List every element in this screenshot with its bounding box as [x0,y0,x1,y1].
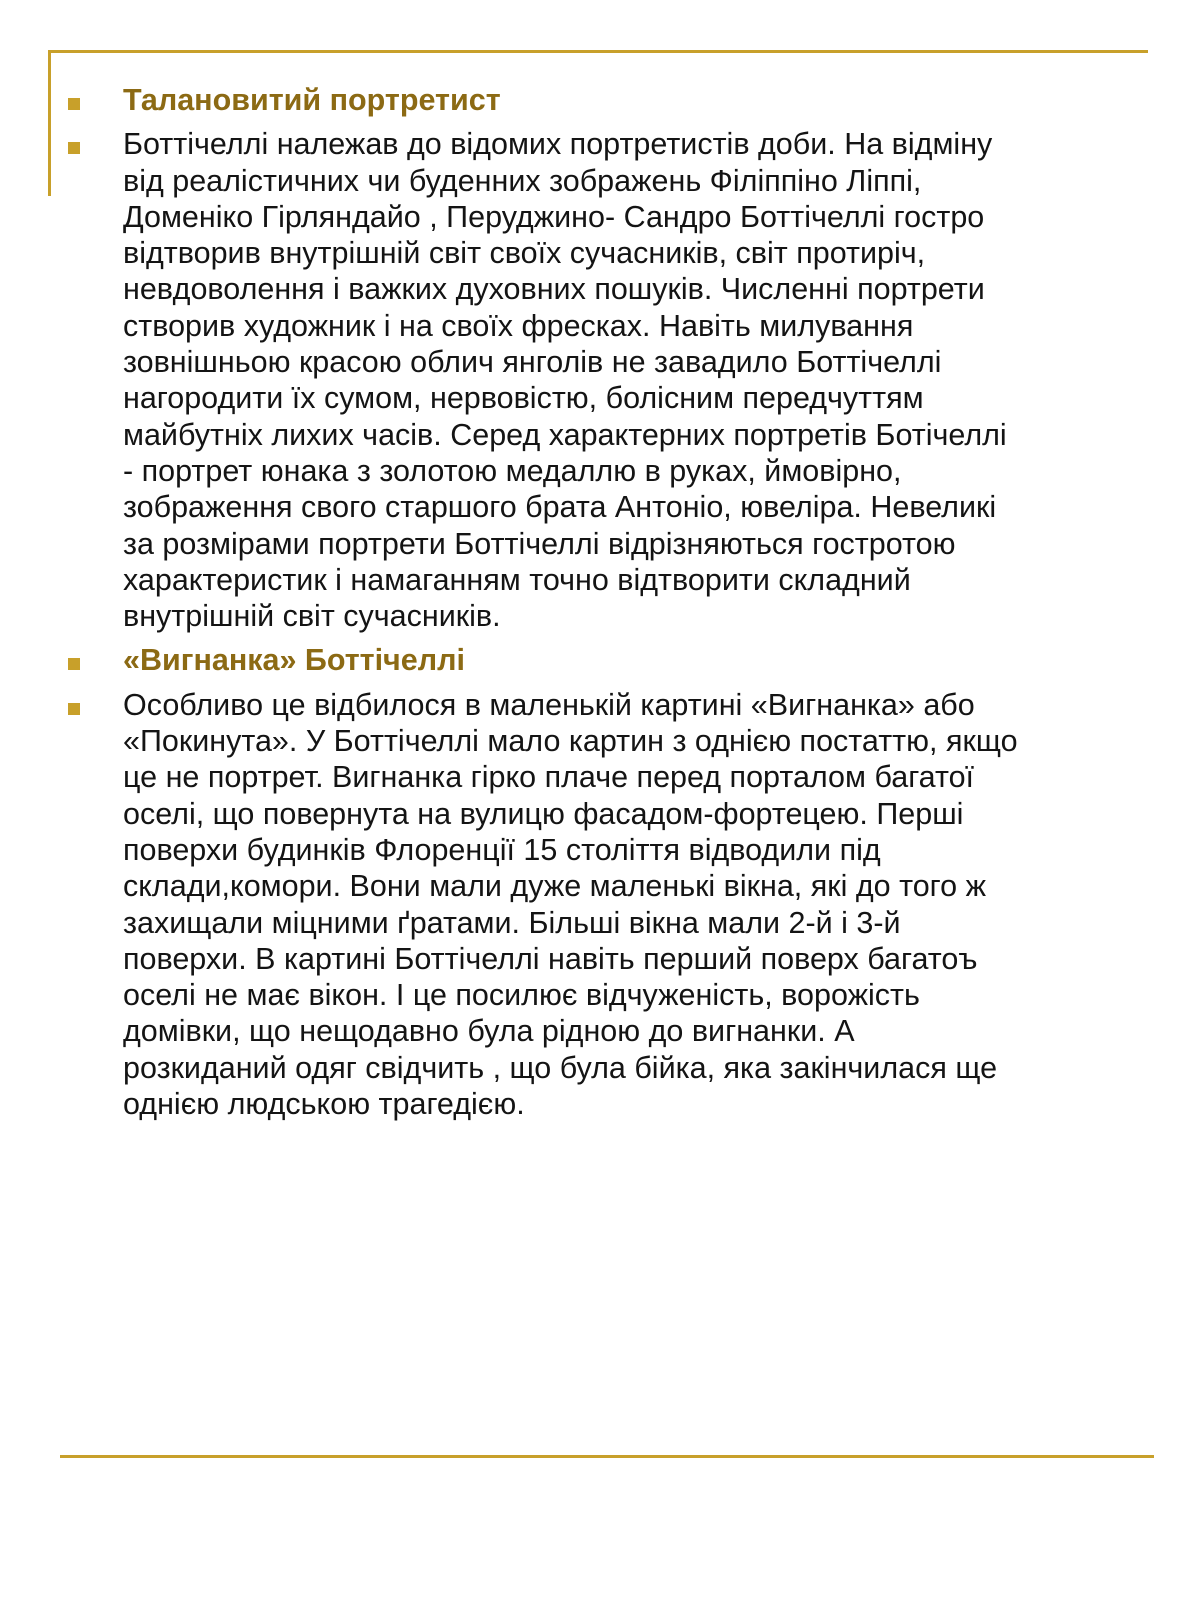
bullet-paragraph-portraitist [62,126,1122,634]
bottom-rule [60,1455,1154,1458]
paragraph-text: Особливо це відбилося в маленькій картині «Вигнанка» або «Покинута». У Боттічеллі мало картин з однією постаттю, якщо це не портрет. Вигнанка гірко плаче перед порталом багатої оселі, що повернута на вулицю фасадом-фортецею. Перші поверхи будинків Флоренції 15 століття відводили під склади,комори. Вони мали дуже маленькі вікна, які до того ж захищали міцними ґратами. Більші вікна мали 2-й і 3-й поверхи. В картині Боттічеллі навіть перший поверх багатоъ оселі не має вікон. І це посилює відчуженість, ворожість домівки, що нещодавно була рідною до вигнанки. А розкиданий одяг свідчить , що була бійка, яка закінчилася ще однією людською трагедією. [123,687,1018,1122]
heading-text: «Вигнанка» Боттічеллі [123,643,465,678]
slide-content [62,82,1122,1130]
top-rule [48,50,1148,53]
bullet-heading-outcast [62,642,1122,678]
square-bullet-icon [68,658,80,670]
left-rule [48,50,51,196]
paragraph-text: Боттічеллі належав до відомих портретистів доби. На відміну від реалістичних чи буденних зображень Філіппіно Ліппі, Доменіко Гірляндайо , Перуджино- Сандро Боттічеллі гостро відтворив внутрішній світ своїх сучасників, світ протиріч, невдоволення і важких духовних пошуків. Численні портрети створив художник і на своїх фресках. Навіть милування зовнішньою красою облич янголів не завадило Боттічеллі нагородити їх сумом, нервовістю, болісним передчуттям майбутніх лихих часів. Серед характерних портретів Ботічеллі - портрет юнака з золотою медаллю в руках, ймовірно, зображення свого старшого брата Антоніо, ювеліра. Невеликі за розмірами портрети Боттічеллі відрізняються гостротою характеристик і намаганням точно відтворити складний внутрішній світ сучасників. [123,127,1007,634]
square-bullet-icon [68,98,80,110]
heading-text: Талановитий портретист [123,83,501,117]
bullet-paragraph-outcast [62,687,1122,1123]
square-bullet-icon [68,703,80,715]
bullet-heading-portraitist [62,82,1122,118]
square-bullet-icon [68,142,80,154]
